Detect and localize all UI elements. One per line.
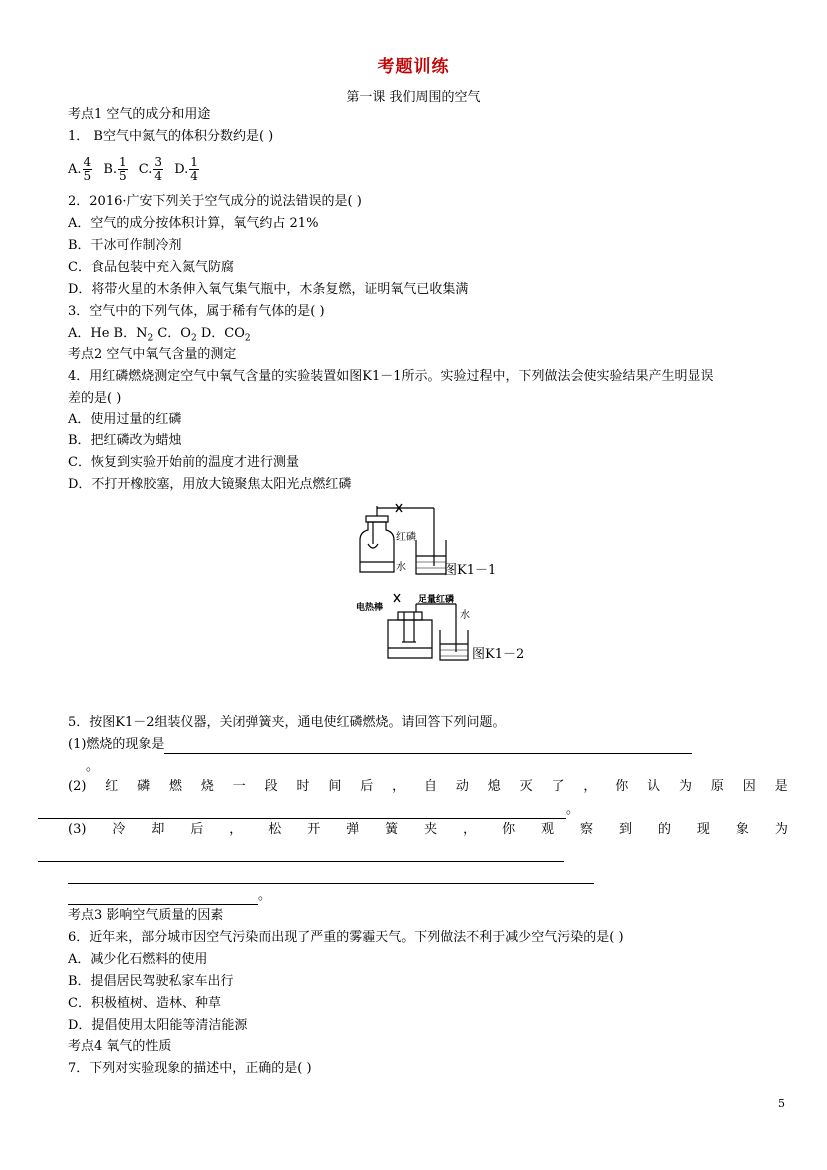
q5-3-char: 簧 <box>385 822 399 837</box>
page-title: 考题训练 <box>377 57 450 77</box>
question-5-part-3 <box>68 821 788 839</box>
q5-3-char: 夹 <box>424 822 438 837</box>
q1-option-a: A. $\frac{4}{5}$ <box>68 155 92 183</box>
q5-2-char: 是 <box>774 779 788 794</box>
page-number: 5 <box>778 1097 785 1110</box>
answer-blank-2[interactable] <box>38 804 566 819</box>
figure-label-red-phosphorus: 红磷 <box>396 532 416 543</box>
q5-2-char: ， <box>392 779 406 794</box>
q5-3-char: 到 <box>618 822 632 837</box>
q5-3-char: 现 <box>696 822 710 837</box>
question-4-line-2: 差的是( ) <box>68 391 122 406</box>
figure-label-water-2: 水 <box>460 610 470 621</box>
q5-2-char: 了 <box>551 779 565 794</box>
q4-option-d: D．不打开橡胶塞，用放大镜聚焦太阳光点燃红磷 <box>68 477 352 492</box>
question-3-options: A．He B．$N_2$ C．$O_2$ D．$CO_2$ <box>68 326 251 344</box>
q5-3-char: 你 <box>502 822 516 837</box>
question-7: 7．下列对实验现象的描述中，正确的是( ) <box>68 1061 312 1076</box>
q2-option-a: A．空气的成分按体积计算，氧气约占 21% <box>68 216 319 231</box>
q5-3-char: 象 <box>735 822 749 837</box>
answer-blank-3b[interactable] <box>68 869 594 884</box>
q4-option-a: A．使用过量的红磷 <box>68 412 182 427</box>
q5-2-char: 认 <box>647 779 661 794</box>
figure-label-ample-phosphorus: 足量红磷 <box>418 595 455 605</box>
question-2: 2．2016·广安下列关于空气成分的说法错误的是( ) <box>68 194 362 209</box>
q5-2-char: 磷 <box>137 779 151 794</box>
figure-k1-1-apparatus <box>352 500 450 580</box>
figure-label-water: 水 <box>396 562 406 573</box>
q5-2-char: 燃 <box>169 779 183 794</box>
figure-k1-2-caption: 图K1－2 <box>472 647 525 662</box>
q5-3-char: 却 <box>151 822 165 837</box>
q5-part-3-answer-line-3: 。 <box>68 887 271 905</box>
q4-option-c: C．恢复到实验开始前的温度才进行测量 <box>68 455 299 470</box>
q5-3-char: 开 <box>307 822 321 837</box>
q5-2-char: 你 <box>615 779 629 794</box>
q5-3-char: (3) <box>68 822 87 837</box>
question-3: 3．空气中的下列气体，属于稀有气体的是( ) <box>68 304 325 319</box>
q5-2-char: 原 <box>710 779 724 794</box>
q5-2-char: 为 <box>679 779 693 794</box>
q2-option-b: B．干冰可作制冷剂 <box>68 238 182 253</box>
q5-part-3-answer-line-2 <box>68 866 594 884</box>
q5-3-char: ， <box>463 822 477 837</box>
q5-3-char: 松 <box>268 822 282 837</box>
q5-3-char: ， <box>229 822 243 837</box>
figure-k1-2-apparatus <box>356 590 472 662</box>
q5-2-char: 间 <box>328 779 342 794</box>
q5-3-char: 的 <box>657 822 671 837</box>
q5-2-char: 自 <box>424 779 438 794</box>
q1-option-c: C. $\frac{3}{4}$ <box>138 155 163 183</box>
q5-3-char: 察 <box>580 822 594 837</box>
q6-option-a: A．减少化石燃料的使用 <box>68 952 208 967</box>
q5-2-char: 动 <box>455 779 469 794</box>
q4-option-b: B．把红磷改为蜡烛 <box>68 433 182 448</box>
q5-2-char: 烧 <box>200 779 214 794</box>
q5-2-char: (2) <box>68 779 87 794</box>
q5-2-char: 一 <box>232 779 246 794</box>
q5-3-char: 后 <box>190 822 204 837</box>
q5-2-char: 后 <box>360 779 374 794</box>
q5-3-char: 弹 <box>346 822 360 837</box>
q5-3-char: 观 <box>541 822 555 837</box>
question-5-part-2 <box>68 778 788 796</box>
figure-k1-1-caption: 图K1－1 <box>444 563 497 578</box>
question-6: 6．近年来，部分城市因空气污染而出现了严重的雾霾天气。下列做法不利于减少空气污染的是( ) <box>68 930 624 945</box>
question-1: 1． B空气中氮气的体积分数约是( ) <box>68 129 274 144</box>
q1-option-b: B. $\frac{1}{5}$ <box>103 155 127 183</box>
q6-option-d: D．提倡使用太阳能等清洁能源 <box>68 1018 248 1033</box>
q5-2-char: 因 <box>742 779 756 794</box>
q6-option-c: C．积极植树、造林、种草 <box>68 996 221 1011</box>
q1-option-d: D. $\frac{1}{4}$ <box>174 155 198 183</box>
answer-blank-1[interactable] <box>164 739 692 754</box>
q5-part-3-answer-line-1 <box>38 844 564 862</box>
q5-2-char: 熄 <box>487 779 501 794</box>
q6-option-b: B．提倡居民驾驶私家车出行 <box>68 974 234 989</box>
q5-part-1-end: 。 <box>86 759 100 774</box>
question-4-line-1: 4．用红磷燃烧测定空气中氧气含量的实验装置如图K1－1所示。实验过程中，下列做法会使实验结果产生明显误 <box>68 369 714 384</box>
answer-blank-3c[interactable] <box>68 890 258 905</box>
q5-2-char: 红 <box>105 779 119 794</box>
answer-blank-3a[interactable] <box>38 847 564 862</box>
figure-label-heater: 电热棒 <box>356 603 384 613</box>
q5-2-char: ， <box>583 779 597 794</box>
section-heading-3: 考点3 影响空气质量的因素 <box>68 908 224 923</box>
section-heading-1: 考点1 空气的成分和用途 <box>68 107 211 122</box>
section-heading-4: 考点4 氧气的性质 <box>68 1039 172 1054</box>
q2-option-d: D．将带火星的木条伸入氧气集气瓶中，木条复燃，证明氧气已收集满 <box>68 282 469 297</box>
question-5: 5．按图K1－2组装仪器，关闭弹簧夹，通电使红磷燃烧。请回答下列问题。 <box>68 715 506 730</box>
q5-3-char: 为 <box>774 822 788 837</box>
q5-part-2-answer: 。 <box>38 801 579 819</box>
q2-option-c: C．食品包装中充入氮气防腐 <box>68 260 234 275</box>
question-1-options <box>68 152 206 188</box>
q5-3-char: 冷 <box>112 822 126 837</box>
q5-2-char: 段 <box>264 779 278 794</box>
q5-2-char: 灭 <box>519 779 533 794</box>
lesson-subtitle: 第一课 我们周围的空气 <box>346 90 481 105</box>
q5-2-char: 时 <box>296 779 310 794</box>
section-heading-2: 考点2 空气中氧气含量的测定 <box>68 347 237 362</box>
question-5-part-1: (1)燃烧的现象是 <box>68 736 692 754</box>
